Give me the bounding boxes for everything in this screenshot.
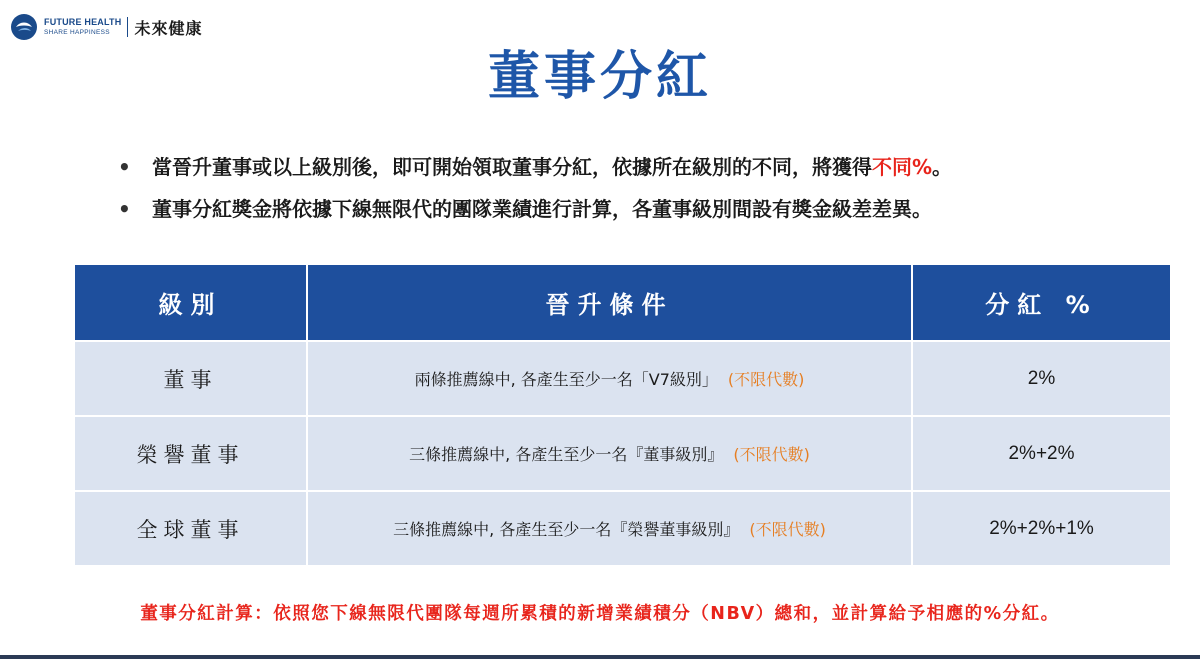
logo-brand-line1: FUTURE HEALTH: [44, 16, 122, 27]
table-row: [75, 416, 1170, 491]
cell-level: 董事: [75, 341, 307, 416]
bullet-text: 董事分紅獎金將依據下線無限代的團隊業績進行計算，各董事級別間設有獎金級差差異。: [152, 197, 932, 221]
logo-brand-chinese: 未來健康: [134, 18, 203, 38]
condition-text: 兩條推薦線中, 各產生至少一名「V7級別」: [414, 370, 718, 389]
condition-note: (不限代數): [727, 370, 805, 389]
bullet-tail: 。: [932, 155, 953, 179]
bullet-item: [118, 194, 952, 236]
page-title: 董事分紅: [487, 47, 712, 107]
header-percent: 分紅 %: [912, 265, 1170, 341]
cell-condition: [307, 416, 912, 491]
bullet-text: 當晉升董事或以上級別後，即可開始領取董事分紅，依據所在級別的不同，將獲得: [152, 155, 872, 179]
logo-brand-line2: SHARE HAPPINESS: [44, 28, 110, 36]
table-row: [75, 491, 1170, 565]
bullet-highlight: 不同%: [872, 155, 933, 179]
cell-percent: 2%+2%: [912, 416, 1170, 491]
cell-level: 全球董事: [75, 491, 307, 565]
bullet-item: [118, 152, 952, 194]
bottom-bar: [0, 655, 1200, 659]
condition-text: 三條推薦線中, 各產生至少一名『董事級別』: [409, 445, 724, 464]
header-level: 級別: [75, 265, 307, 341]
condition-note: (不限代數): [749, 520, 826, 539]
cell-condition: [307, 341, 912, 416]
table-header-row: [75, 265, 1170, 341]
cell-percent: 2%: [912, 341, 1170, 416]
condition-note: (不限代數): [733, 445, 810, 464]
footer-note: 董事分紅計算：依照您下線無限代團隊每週所累積的新增業績積分（NBV）總和，並計算給予相應的%分紅。: [140, 604, 1060, 624]
header-condition: 晉升條件: [307, 265, 912, 341]
bullet-dot-icon: •: [118, 197, 131, 221]
cell-level: 榮譽董事: [75, 416, 307, 491]
cell-percent: 2%+2%+1%: [912, 491, 1170, 565]
dividend-table: [75, 265, 1170, 565]
table-row: [75, 341, 1170, 416]
bullet-dot-icon: •: [118, 155, 131, 179]
cell-condition: [307, 491, 912, 565]
bullet-list: [118, 152, 952, 236]
condition-text: 三條推薦線中, 各產生至少一名『榮譽董事級別』: [393, 520, 740, 539]
